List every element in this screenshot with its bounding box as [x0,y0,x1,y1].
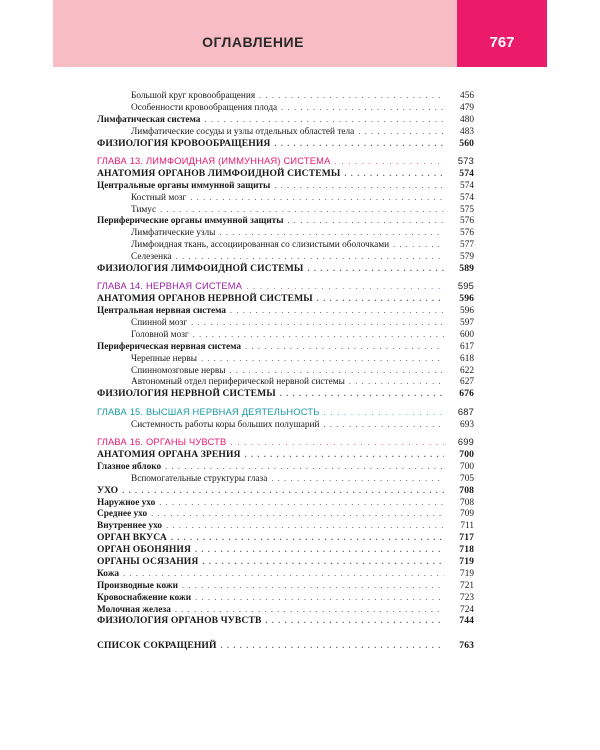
toc-entry-title: Автономный отдел периферической нервной системы [131,377,345,388]
toc-entry-page: 597 [460,318,474,329]
toc-entry[interactable] [97,592,474,604]
toc-entry-page: 708 [459,484,474,496]
toc-dot-leader [265,615,444,627]
toc-dot-leader [122,485,444,497]
toc-entry-title: Периферическая нервная система [97,341,242,352]
toc-dot-leader [221,640,444,652]
toc-entry[interactable] [97,192,474,204]
toc-entry-page: 721 [460,580,474,591]
toc-entry-page: 699 [457,437,474,448]
toc-entry[interactable] [97,485,474,497]
toc-entry-title: Черепные нервы [131,353,197,364]
toc-entry[interactable] [97,317,474,329]
toc-entry[interactable] [97,239,474,251]
toc-entry-page: 700 [459,448,474,460]
toc-entry-page: 576 [460,216,474,227]
toc-dot-leader [230,437,444,449]
toc-entry-page: 576 [460,228,474,239]
header-title: ОГЛАВЛЕНИЕ [202,34,304,50]
toc-entry-title: ФИЗИОЛОГИЯ ЛИМФОИДНОЙ СИСТЕМЫ [97,262,304,274]
toc-entry[interactable] [97,640,474,652]
toc-entry[interactable] [97,419,474,431]
toc-entry-title: Тимус [131,204,157,215]
toc-entry-title: АНАТОМИЯ ОРГАНОВ НЕРВНОЙ СИСТЕМЫ [97,293,313,305]
toc-dot-leader [166,520,444,532]
toc-entry-title: Центральные органы иммунной защиты [97,180,271,191]
toc-entry-title: ОРГАНЫ ОСЯЗАНИЯ [97,555,199,567]
toc-entry-title: Системность работы коры больших полушарий [131,419,320,430]
toc-entry-page: 717 [459,532,474,544]
toc-entry-page: 622 [460,365,474,376]
toc-entry[interactable] [97,251,474,263]
toc-dot-leader [317,293,444,305]
toc-dot-leader [358,126,444,138]
toc-entry-title: СПИСОК СОКРАЩЕНИЙ [97,640,217,652]
toc-entry[interactable] [97,473,474,485]
toc-dot-leader [230,305,444,317]
toc-entry[interactable] [97,293,474,305]
toc-entry-page: 676 [459,388,474,400]
page-number: 767 [489,34,515,51]
toc-entry[interactable] [97,497,474,509]
toc-dot-leader [159,497,444,509]
toc-entry-page: 596 [460,306,474,317]
toc-entry[interactable] [97,168,474,180]
toc-entry-title: Кровоснабжение кожи [97,592,192,603]
toc-dot-leader [274,180,444,192]
toc-entry[interactable] [97,388,474,400]
toc-entry-title: Центральная нервная система [97,306,227,317]
toc-entry-title: ФИЗИОЛОГИЯ НЕРВНОЙ СИСТЕМЫ [97,388,276,400]
toc-entry-title: ГЛАВА 13. ЛИМФОИДНАЯ (ИММУННАЯ) СИСТЕМА [97,155,331,166]
toc-dot-leader [193,329,444,341]
toc-entry[interactable] [97,156,474,168]
toc-entry-page: 627 [460,377,474,388]
toc-dot-leader [175,604,444,616]
toc-entry-title: Лимфоидная ткань, ассоциированная со слизистыми оболочками [131,240,390,251]
toc-entry-page: 595 [457,281,474,292]
toc-entry-page: 577 [460,240,474,251]
toc-entry[interactable] [97,126,474,138]
toc-entry-page: 456 [460,91,474,101]
toc-entry-title: АНАТОМИЯ ОРГАНОВ ЛИМФОИДНОЙ СИСТЕМЫ [97,167,341,179]
toc-entry-page: 574 [460,192,474,203]
toc-entry-title: ОРГАН ОБОНЯНИЯ [97,544,192,556]
toc-dot-leader [344,168,444,180]
toc-entry-page: 687 [457,406,474,417]
toc-entry-title: ОРГАН ВКУСА [97,532,167,544]
toc-dot-leader [288,215,444,227]
toc-entry-page: 763 [459,640,474,652]
toc-entry-title: Вспомогательные структуры глаза [131,473,268,484]
toc-entry-title: Внутреннее ухо [97,521,163,532]
toc-entry-title: Лимфатические узлы [131,228,216,239]
toc-entry-title: Селезенка [131,252,172,263]
toc-dot-leader [307,263,444,275]
toc-entry-title: Костный мозг [131,192,187,203]
toc-dot-leader [349,376,444,388]
toc-entry[interactable] [97,215,474,227]
toc-entry-page: 589 [459,262,474,274]
toc-dot-leader [245,449,444,461]
toc-dot-leader [271,473,444,485]
toc-entry[interactable] [97,329,474,341]
table-of-contents [97,90,474,652]
toc-entry-page: 744 [459,615,474,627]
toc-dot-leader [246,281,444,293]
toc-entry[interactable] [97,114,474,126]
toc-entry-title: АНАТОМИЯ ОРГАНА ЗРЕНИЯ [97,448,241,460]
toc-entry-page: 573 [457,155,474,166]
toc-entry-title: ФИЗИОЛОГИЯ ОРГАНОВ ЧУВСТВ [97,615,262,627]
toc-dot-leader [280,388,444,400]
toc-entry[interactable] [97,353,474,365]
toc-entry[interactable] [97,568,474,580]
toc-entry-title: Лимфатические сосуды и узлы отдельных областей тела [131,126,355,137]
toc-entry[interactable] [97,263,474,275]
toc-entry-title: Наружное ухо [97,497,156,508]
toc-entry-title: Большой круг кровообращения [131,91,256,101]
toc-entry[interactable] [97,532,474,544]
toc-entry-title: Особенности кровообращения плода [131,102,278,113]
toc-entry[interactable] [97,138,474,150]
toc-entry-page: 596 [459,293,474,305]
toc-entry-page: 724 [460,604,474,615]
toc-dot-leader [202,556,444,568]
toc-entry-title: Спинномозговые нервы [131,365,226,376]
toc-entry-page: 709 [460,509,474,520]
toc-entry-page: 617 [460,341,474,352]
toc-entry[interactable] [97,204,474,216]
toc-dot-leader [151,508,444,520]
toc-entry-title: ГЛАВА 16. ОРГАНЫ ЧУВСТВ [97,437,227,448]
toc-entry-title: Лимфатическая система [97,114,201,125]
toc-entry[interactable] [97,544,474,556]
toc-dot-leader [219,227,444,239]
toc-entry[interactable] [97,180,474,192]
toc-dot-leader [335,156,444,168]
toc-entry-page: 483 [460,126,474,137]
toc-entry-title: Периферические органы иммунной защиты [97,216,284,227]
toc-dot-leader [123,568,444,580]
toc-entry[interactable] [97,508,474,520]
toc-entry-title: Производные кожи [97,580,178,591]
toc-entry[interactable] [97,615,474,627]
toc-entry[interactable] [97,227,474,239]
toc-dot-leader [191,317,444,329]
toc-dot-leader [176,251,444,263]
toc-entry-page: 705 [460,473,474,484]
toc-entry[interactable] [97,449,474,461]
toc-entry-page: 574 [460,180,474,191]
toc-entry[interactable] [97,365,474,377]
toc-entry-title: Глазное яблоко [97,461,162,472]
toc-entry-page: 723 [460,592,474,603]
toc-dot-leader [171,532,444,544]
toc-entry-page: 600 [460,329,474,340]
toc-dot-leader [201,353,444,365]
toc-entry-title: Кожа [97,568,120,579]
toc-entry-title: Молочная железа [97,604,171,615]
toc-dot-leader [324,407,444,419]
toc-dot-leader [165,461,444,473]
toc-entry[interactable] [97,90,474,102]
toc-dot-leader [195,544,444,556]
toc-entry[interactable] [97,281,474,293]
toc-entry-page: 575 [460,204,474,215]
page-number-box [457,0,547,67]
toc-dot-leader [204,114,444,126]
toc-dot-leader [323,419,444,431]
toc-entry-title: ФИЗИОЛОГИЯ КРОВООБРАЩЕНИЯ [97,137,271,149]
toc-dot-leader [182,580,444,592]
toc-dot-leader [393,239,444,251]
toc-entry-page: 560 [459,137,474,149]
toc-dot-leader [245,341,444,353]
toc-entry-page: 708 [460,497,474,508]
toc-entry[interactable] [97,341,474,353]
toc-entry[interactable] [97,580,474,592]
toc-entry-title: ГЛАВА 15. ВЫСШАЯ НЕРВНАЯ ДЕЯТЕЛЬНОСТЬ [97,406,320,417]
toc-entry-page: 700 [460,461,474,472]
toc-entry-page: 718 [459,544,474,556]
toc-dot-leader [190,192,444,204]
toc-entry-title: УХО [97,484,119,496]
toc-entry-page: 579 [460,252,474,263]
toc-entry[interactable] [97,376,474,388]
toc-entry[interactable] [97,102,474,114]
toc-entry-title: Головной мозг [131,329,189,340]
toc-entry[interactable] [97,556,474,568]
toc-entry-page: 618 [460,353,474,364]
toc-entry-page: 574 [459,167,474,179]
toc-dot-leader [274,138,444,150]
toc-entry-page: 693 [460,419,474,430]
toc-entry-page: 479 [460,102,474,113]
toc-entry-title: ГЛАВА 14. НЕРВНАЯ СИСТЕМА [97,281,243,292]
toc-entry[interactable] [97,407,474,419]
toc-entry-title: Спинной мозг [131,318,188,329]
toc-entry[interactable] [97,520,474,532]
toc-entry[interactable] [97,437,474,449]
toc-entry-page: 480 [460,114,474,125]
toc-entry-page: 719 [459,555,474,567]
toc-entry[interactable] [97,461,474,473]
toc-dot-leader [281,102,444,114]
toc-dot-leader [160,204,444,216]
toc-entry[interactable] [97,305,474,317]
toc-dot-leader [259,90,444,102]
toc-entry-page: 711 [460,521,474,532]
toc-entry-title: Среднее ухо [97,509,148,520]
toc-dot-leader [229,365,444,377]
toc-entry-page: 719 [460,568,474,579]
toc-entry[interactable] [97,604,474,616]
toc-dot-leader [195,592,444,604]
